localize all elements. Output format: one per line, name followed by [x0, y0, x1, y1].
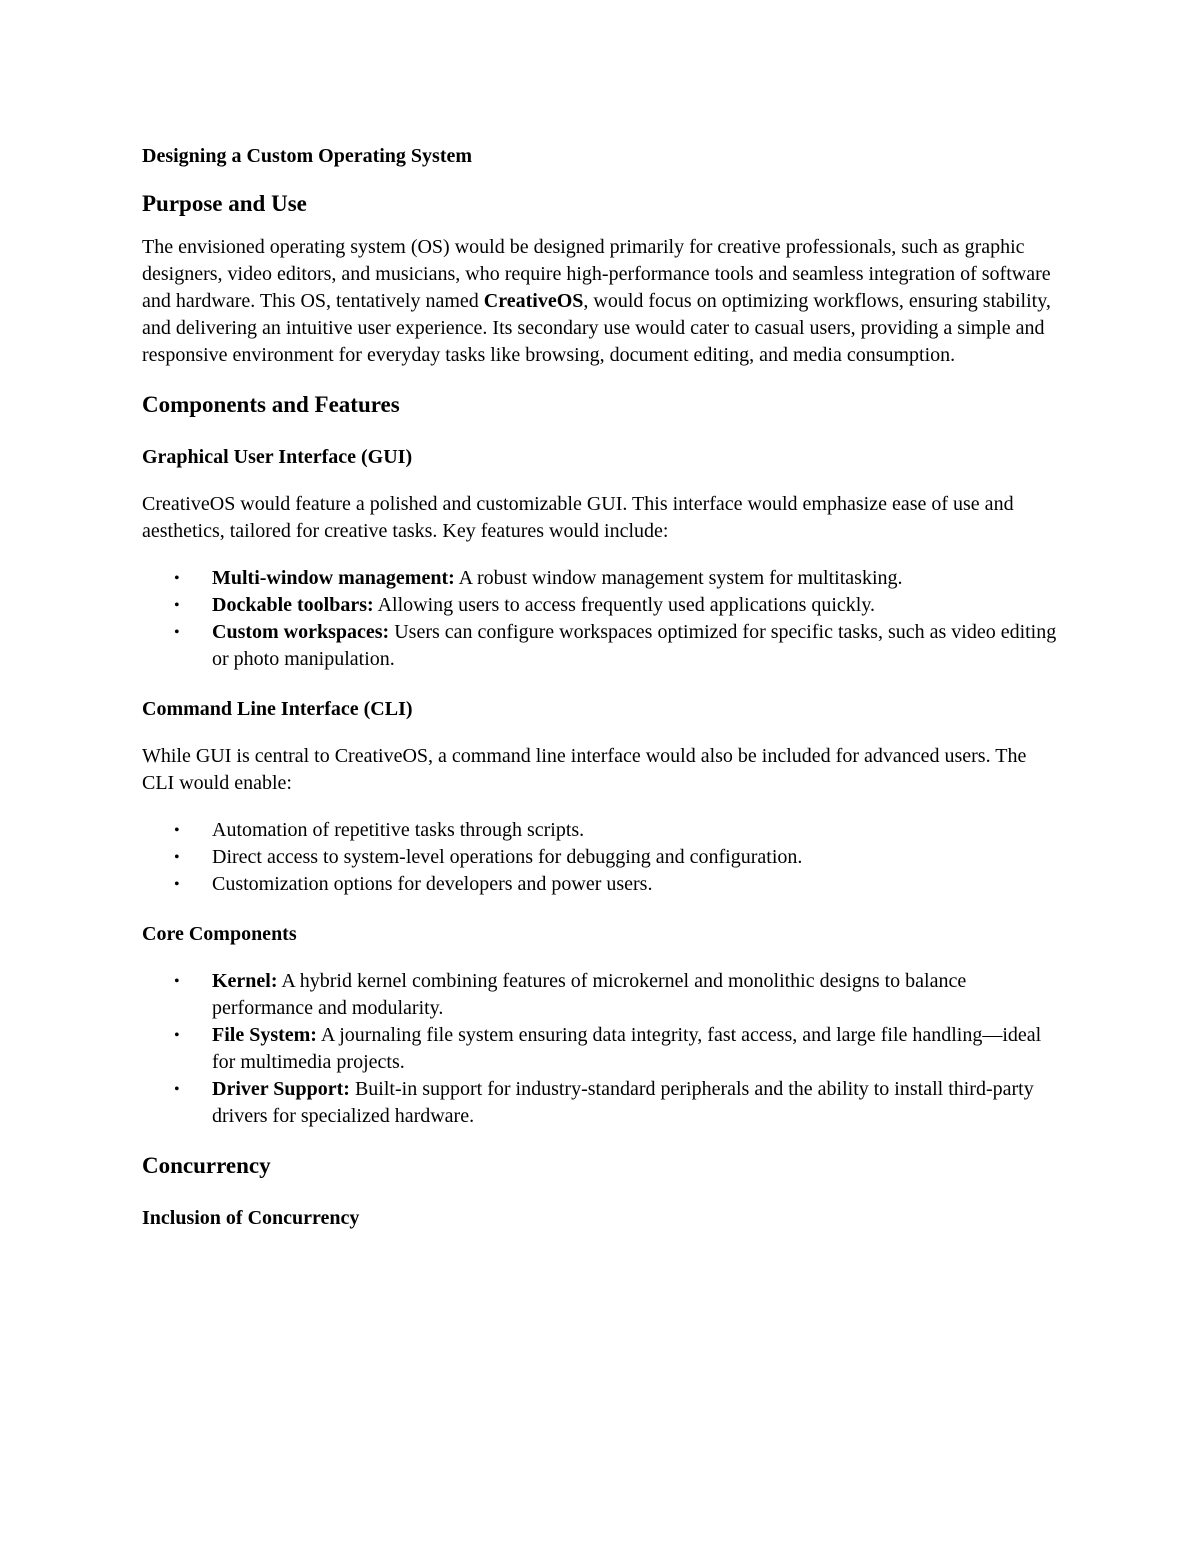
- bullet-icon: •: [174, 624, 180, 641]
- list-item: [142, 1076, 1062, 1130]
- list-item: [142, 844, 1062, 871]
- bullet-icon: •: [174, 973, 180, 990]
- list-item-text: A journaling file system ensuring data integrity, fast access, and large file handling—ideal for multimedia projects.: [212, 1024, 1042, 1073]
- list-item-term: File System:: [212, 1024, 317, 1046]
- heading-concurrency: Concurrency: [142, 1153, 271, 1178]
- list-item-text: Allowing users to access frequently used applications quickly.: [373, 594, 876, 616]
- gui-feature-list: [142, 565, 1060, 673]
- list-item: [142, 565, 1062, 592]
- list-item-term: Kernel:: [212, 970, 278, 992]
- list-item: [142, 1022, 1062, 1076]
- core-components-list: [142, 968, 1060, 1130]
- list-item-text: Automation of repetitive tasks through scripts.: [212, 819, 585, 841]
- heading-gui: Graphical User Interface (GUI): [142, 446, 413, 468]
- heading-inclusion-of-concurrency: Inclusion of Concurrency: [142, 1207, 360, 1229]
- list-item: [142, 968, 1062, 1022]
- product-name-bold: CreativeOS: [483, 290, 584, 312]
- list-item: [142, 871, 1062, 898]
- list-item-term: Multi-window management:: [212, 567, 455, 589]
- bullet-icon: •: [174, 1081, 180, 1098]
- bullet-icon: •: [174, 597, 180, 614]
- paragraph-gui-intro: CreativeOS would feature a polished and customizable GUI. This interface would emphasize ease of use and aesthetics, tailored for creative tasks. Key features would include:: [142, 493, 1014, 542]
- paragraph-purpose: [142, 234, 1062, 369]
- bullet-icon: •: [174, 1027, 180, 1044]
- list-item-term: Custom workspaces:: [212, 621, 390, 643]
- list-item-text: Built-in support for industry-standard peripherals and the ability to install third-party drivers for specialized hardware.: [212, 1078, 1034, 1127]
- bullet-icon: •: [174, 570, 180, 587]
- list-item: [142, 817, 1062, 844]
- list-item-text: A robust window management system for multitasking.: [454, 567, 903, 589]
- paragraph-purpose-part1: The envisioned operating system (OS) would be designed primarily for creative professionals, such as graphic designers, video editors, and musicians, who require high-performance tools and seamless integration of software and hardware. This OS, tentatively named: [142, 236, 1051, 312]
- list-item-text: A hybrid kernel combining features of microkernel and monolithic designs to balance performance and modularity.: [212, 970, 967, 1019]
- list-item-text: Users can configure workspaces optimized for specific tasks, such as video editing or photo manipulation.: [212, 621, 1057, 670]
- list-item: [142, 592, 1062, 619]
- paragraph-purpose-part2: , would focus on optimizing workflows, ensuring stability, and delivering an intuitive user experience. Its secondary use would cater to casual users, providing a simple and responsive environment for everyday tasks like browsing, document editing, and media consumption.: [142, 290, 1051, 366]
- heading-core-components: Core Components: [142, 923, 297, 945]
- document-title: Designing a Custom Operating System: [142, 145, 473, 167]
- paragraph-cli-intro: While GUI is central to CreativeOS, a command line interface would also be included for advanced users. The CLI would enable:: [142, 745, 1027, 794]
- heading-components-and-features: Components and Features: [142, 392, 400, 417]
- heading-cli: Command Line Interface (CLI): [142, 698, 413, 720]
- list-item-term: Driver Support:: [212, 1078, 350, 1100]
- bullet-icon: •: [174, 822, 180, 839]
- heading-purpose-and-use: Purpose and Use: [142, 191, 307, 216]
- cli-feature-list: [142, 817, 1060, 898]
- list-item: [142, 619, 1062, 673]
- list-item-text: Direct access to system-level operations for debugging and configuration.: [212, 846, 803, 868]
- bullet-icon: •: [174, 876, 180, 893]
- list-item-text: Customization options for developers and power users.: [212, 873, 653, 895]
- list-item-term: Dockable toolbars:: [212, 594, 374, 616]
- bullet-icon: •: [174, 849, 180, 866]
